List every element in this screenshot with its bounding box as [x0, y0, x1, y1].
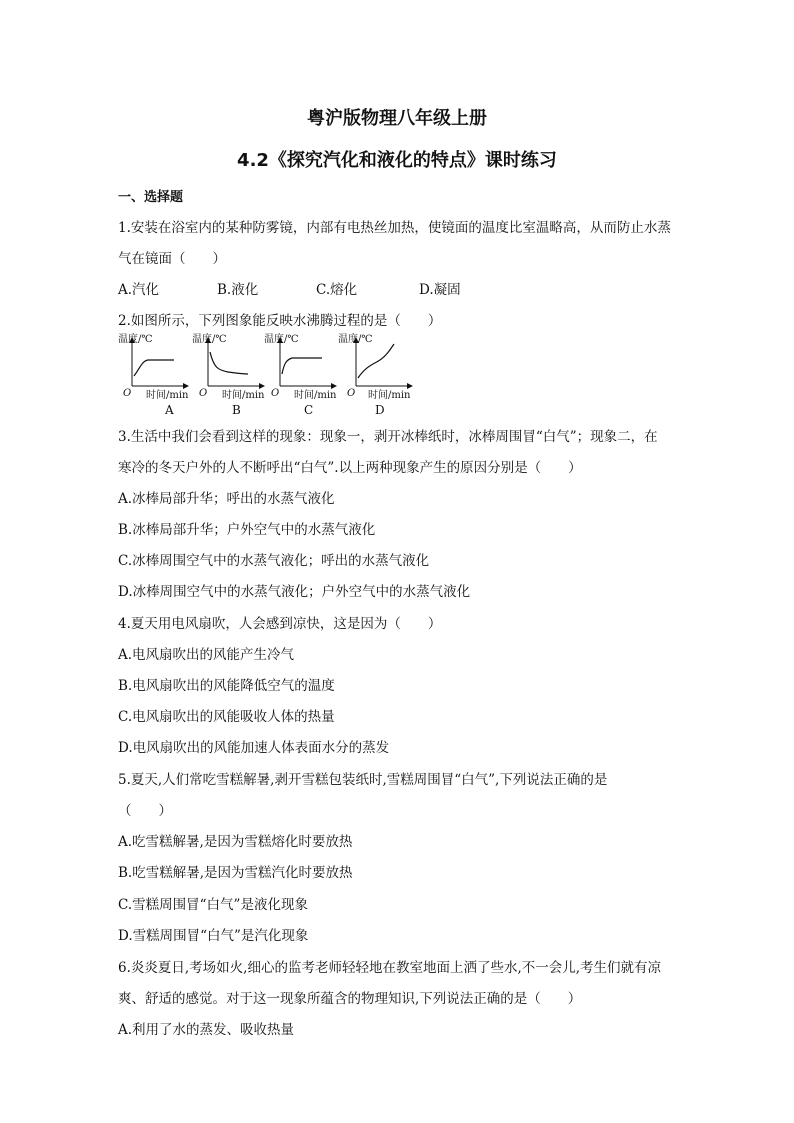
graph-d-y-label: 温度/℃ — [338, 334, 373, 345]
graph-b-letter: B — [232, 403, 241, 417]
q3-option-a: A.冰棒局部升华；呼出的水蒸气液化 — [118, 491, 335, 507]
q6-stem-line1: 6.炎炎夏日,考场如火,细心的监考老师轻轻地在教室地面上洒了些水,不一会儿,考生们就有凉 — [118, 960, 662, 976]
q1-option-c: C.熔化 — [316, 282, 358, 298]
graph-d — [338, 332, 412, 417]
q6-option-a: A.利用了水的蒸发、吸收热量 — [118, 1022, 295, 1038]
graph-c — [264, 332, 337, 417]
graph-c-origin: O — [271, 388, 280, 399]
q5-option-c: C.雪糕周围冒“白气”是液化现象 — [118, 897, 308, 913]
graph-c-letter: C — [304, 403, 314, 417]
q4-option-b: B.电风扇吹出的风能降低空气的温度 — [118, 678, 335, 694]
graph-a-origin: O — [123, 388, 132, 399]
graph-b-y-label: 温度/℃ — [192, 334, 227, 345]
graph-c-curve — [282, 358, 322, 374]
graph-b — [192, 332, 265, 417]
graph-d-x-label: 时间/min — [368, 390, 411, 401]
document-subtitle: 4.2《探究汽化和液化的特点》课时练习 — [237, 150, 557, 171]
q1-option-a: A.汽化 — [118, 282, 160, 298]
graph-b-origin: O — [199, 388, 208, 399]
q3-stem-line2: 寒冷的冬天户外的人不断呼出“白气”.以上两种现象产生的原因分别是（ ） — [118, 460, 582, 476]
q5-option-d: D.雪糕周围冒“白气”是汽化现象 — [118, 928, 309, 944]
q1-stem-line2: 气在镜面（ ） — [118, 251, 226, 267]
q5-stem-line2: （ ） — [118, 803, 172, 819]
section-heading: 一、选择题 — [118, 190, 184, 205]
q3-option-c: C.冰棒周围空气中的水蒸气液化；呼出的水蒸气液化 — [118, 553, 430, 569]
graph-a-curve — [134, 360, 174, 376]
graph-a-x-label: 时间/min — [146, 390, 189, 401]
graph-a — [118, 332, 189, 417]
graph-b-curve — [210, 352, 248, 374]
q1-stem-line1: 1.安装在浴室内的某种防雾镜，内部有电热丝加热，使镜面的温度比室温略高，从而防止水蒸 — [118, 220, 671, 236]
q5-stem-line1: 5.夏天,人们常吃雪糕解暑,剥开雪糕包装纸时,雪糕周围冒“白气”,下列说法正确的是 — [118, 772, 608, 788]
graph-b-x-label: 时间/min — [222, 390, 265, 401]
graph-a-letter: A — [165, 403, 174, 417]
q1-option-b: B.液化 — [217, 282, 259, 298]
graph-c-x-label: 时间/min — [294, 390, 337, 401]
graph-d-origin: O — [347, 388, 356, 399]
q2-graphs-figure — [118, 330, 418, 420]
q2-stem: 2.如图所示，下列图象能反映水沸腾过程的是（ ） — [118, 313, 442, 329]
q5-option-a: A.吃雪糕解暑,是因为雪糕熔化时要放热 — [118, 834, 353, 850]
q4-option-d: D.电风扇吹出的风能加速人体表面水分的蒸发 — [118, 740, 390, 756]
q4-option-a: A.电风扇吹出的风能产生冷气 — [118, 647, 295, 663]
document-title: 粤沪版物理八年级上册 — [307, 108, 487, 129]
q4-option-c: C.电风扇吹出的风能吸收人体的热量 — [118, 709, 335, 725]
q4-stem: 4.夏天用电风扇吹，人会感到凉快，这是因为（ ） — [118, 616, 442, 632]
q6-stem-line2: 爽、舒适的感觉。对于这一现象所蕴含的物理知识,下列说法正确的是（ ） — [118, 991, 582, 1007]
q1-option-d: D.凝固 — [419, 282, 461, 298]
graph-c-y-label: 温度/℃ — [264, 334, 299, 345]
graph-a-y-label: 温度/℃ — [118, 334, 153, 345]
q5-option-b: B.吃雪糕解暑,是因为雪糕汽化时要放热 — [118, 865, 353, 881]
graph-d-letter: D — [375, 403, 385, 417]
q3-stem-line1: 3.生活中我们会看到这样的现象：现象一，剥开冰棒纸时，冰棒周围冒“白气”；现象二，在 — [118, 429, 658, 445]
graph-d-curve — [358, 344, 394, 378]
q3-option-b: B.冰棒局部升华；户外空气中的水蒸气液化 — [118, 522, 376, 538]
q3-option-d: D.冰棒周围空气中的水蒸气液化；户外空气中的水蒸气液化 — [118, 584, 471, 600]
